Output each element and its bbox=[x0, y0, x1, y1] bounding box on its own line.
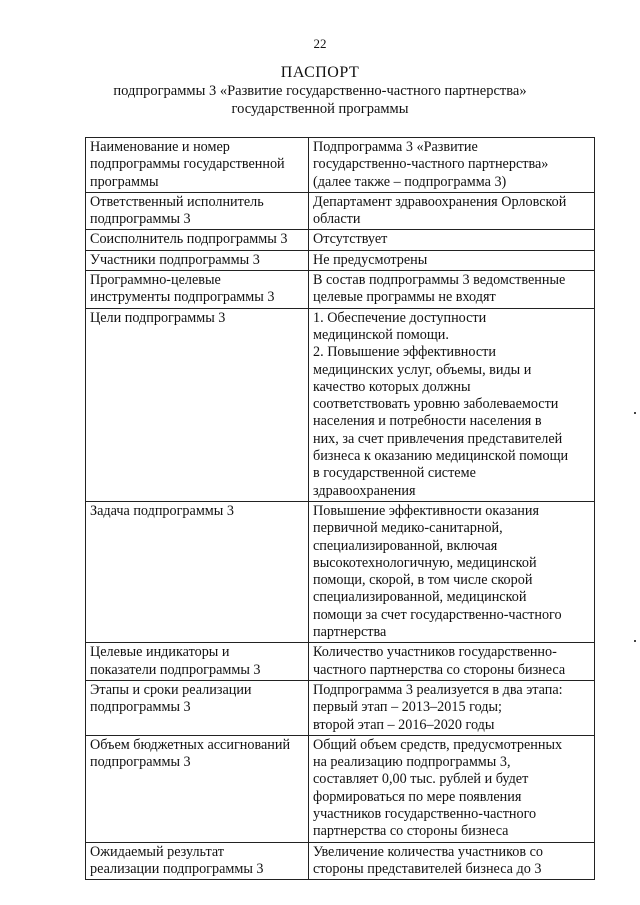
table-row bbox=[86, 501, 595, 642]
row-value-line: медицинской помощи. bbox=[313, 326, 449, 343]
row-value-line: соответствовать уровню заболеваемости bbox=[313, 396, 559, 413]
row-value-cell bbox=[309, 735, 595, 842]
row-label-line: Цели подпрограммы 3 bbox=[90, 309, 226, 326]
row-label-line: Целевые индикаторы и bbox=[90, 644, 230, 661]
document-subtitle-line-1: подпрограммы 3 «Развитие государственно-частного партнерства» bbox=[113, 83, 527, 99]
row-value-line: Количество участников государственно- bbox=[313, 644, 557, 661]
row-value-line: (далее также – подпрограмма 3) bbox=[313, 173, 507, 190]
row-label-cell bbox=[86, 735, 309, 842]
document-subtitle-line-2: государственной программы bbox=[231, 101, 409, 117]
row-label-line: Программно-целевые bbox=[90, 272, 221, 289]
document-title: ПАСПОРТ bbox=[280, 64, 360, 81]
row-label-line: подпрограммы государственной bbox=[90, 156, 285, 173]
table-row bbox=[86, 192, 595, 230]
row-value-line: частного партнерства со стороны бизнеса bbox=[313, 661, 566, 678]
row-label-line: программы bbox=[90, 173, 159, 190]
row-value-line: Подпрограмма 3 «Развитие bbox=[313, 139, 478, 155]
row-label-line: подпрограммы 3 bbox=[90, 754, 191, 771]
row-value-line: первичной медико-санитарной, bbox=[313, 520, 503, 537]
row-value-cell bbox=[309, 138, 595, 193]
row-value-line: помощи, скорой, в том числе скорой bbox=[313, 572, 533, 589]
row-label-line: подпрограммы 3 bbox=[90, 699, 191, 716]
row-value-cell bbox=[309, 250, 595, 270]
row-value-line: Департамент здравоохранения Орловской bbox=[313, 193, 567, 210]
row-value-line: Подпрограмма 3 реализуется в два этапа: bbox=[313, 681, 563, 698]
row-label-line: Ожидаемый результат bbox=[90, 843, 224, 860]
row-label-cell bbox=[86, 138, 309, 193]
row-value-cell bbox=[309, 842, 595, 880]
row-value-line: целевые программы не входят bbox=[313, 289, 496, 306]
row-value-line: составляет 0,00 тыс. рублей и будет bbox=[313, 771, 529, 788]
row-label-cell bbox=[86, 271, 309, 309]
row-label-cell bbox=[86, 842, 309, 880]
row-value-line: медицинских услуг, объемы, виды и bbox=[313, 361, 532, 378]
scan-edge-mark bbox=[634, 640, 636, 642]
row-value-line: партнерства со стороны бизнеса bbox=[313, 823, 509, 840]
row-value-cell bbox=[309, 501, 595, 642]
row-label-cell bbox=[86, 250, 309, 270]
row-label-cell bbox=[86, 643, 309, 681]
row-value-line: 1. Обеспечение доступности bbox=[313, 309, 487, 326]
row-label-line: Этапы и сроки реализации bbox=[90, 681, 252, 698]
row-value-line: первый этап – 2013–2015 годы; bbox=[313, 699, 502, 716]
row-value-cell bbox=[309, 308, 595, 501]
row-label-line: Участники подпрограммы 3 bbox=[90, 251, 260, 268]
table-row bbox=[86, 842, 595, 880]
row-value-cell bbox=[309, 192, 595, 230]
row-value-line: стороны представителей бизнеса до 3 bbox=[313, 860, 542, 877]
row-value-cell bbox=[309, 643, 595, 681]
table-row bbox=[86, 230, 595, 250]
row-value-line: участников государственно-частного bbox=[313, 805, 537, 822]
passport-heading bbox=[0, 64, 640, 118]
row-value-line: специализированной, медицинской bbox=[313, 589, 527, 606]
row-label-line: Соисполнитель подпрограммы 3 bbox=[90, 231, 288, 248]
row-value-line: Отсутствует bbox=[313, 231, 388, 248]
row-label-cell bbox=[86, 192, 309, 230]
row-label-line: реализации подпрограммы 3 bbox=[90, 860, 264, 877]
row-value-line: на реализацию подпрограммы 3, bbox=[313, 754, 511, 771]
row-label-cell bbox=[86, 308, 309, 501]
row-value-line: здравоохранения bbox=[313, 482, 416, 499]
table-row bbox=[86, 735, 595, 842]
row-value-line: качество которых должны bbox=[313, 378, 471, 395]
row-value-line: специализированной, включая bbox=[313, 537, 498, 554]
row-label-line: Задача подпрограммы 3 bbox=[90, 502, 234, 519]
row-value-cell bbox=[309, 271, 595, 309]
row-value-cell bbox=[309, 230, 595, 250]
table-row bbox=[86, 680, 595, 735]
row-value-line: в государственной системе bbox=[313, 465, 476, 482]
row-value-line: Не предусмотрены bbox=[313, 251, 428, 268]
row-label-line: Объем бюджетных ассигнований bbox=[90, 736, 291, 753]
passport-table bbox=[85, 137, 595, 880]
table-row bbox=[86, 643, 595, 681]
row-value-line: бизнеса к оказанию медицинской помощи bbox=[313, 448, 569, 465]
row-label-line: Ответственный исполнитель bbox=[90, 193, 264, 210]
passport-table-body bbox=[86, 138, 595, 880]
row-value-cell bbox=[309, 680, 595, 735]
row-value-line: Общий объем средств, предусмотренных bbox=[313, 736, 563, 753]
row-label-line: подпрограммы 3 bbox=[90, 211, 191, 228]
scan-edge-mark bbox=[634, 412, 636, 414]
row-value-line: области bbox=[313, 211, 361, 228]
row-value-line: населения и потребности населения в bbox=[313, 413, 542, 430]
row-value-line: второй этап – 2016–2020 годы bbox=[313, 716, 495, 733]
page-number: 22 bbox=[313, 36, 327, 51]
row-value-line: государственно-частного партнерства» bbox=[313, 156, 549, 173]
row-label-cell bbox=[86, 230, 309, 250]
row-value-line: партнерства bbox=[313, 624, 387, 641]
row-value-line: Увеличение количества участников со bbox=[313, 843, 543, 860]
row-label-line: Наименование и номер bbox=[90, 139, 230, 155]
table-row bbox=[86, 271, 595, 309]
row-value-line: 2. Повышение эффективности bbox=[313, 344, 496, 361]
table-row bbox=[86, 250, 595, 270]
row-value-line: них, за счет привлечения представителей bbox=[313, 430, 563, 447]
table-row bbox=[86, 138, 595, 193]
row-value-line: помощи за счет государственно-частного bbox=[313, 606, 562, 623]
row-label-line: показатели подпрограммы 3 bbox=[90, 661, 261, 678]
row-value-line: формироваться по мере появления bbox=[313, 788, 522, 805]
row-value-line: Повышение эффективности оказания bbox=[313, 502, 539, 519]
row-label-cell bbox=[86, 501, 309, 642]
row-value-line: высокотехнологичную, медицинской bbox=[313, 554, 537, 571]
row-value-line: В состав подпрограммы 3 ведомственные bbox=[313, 272, 566, 289]
row-label-line: инструменты подпрограммы 3 bbox=[90, 289, 275, 306]
table-row bbox=[86, 308, 595, 501]
row-label-cell bbox=[86, 680, 309, 735]
